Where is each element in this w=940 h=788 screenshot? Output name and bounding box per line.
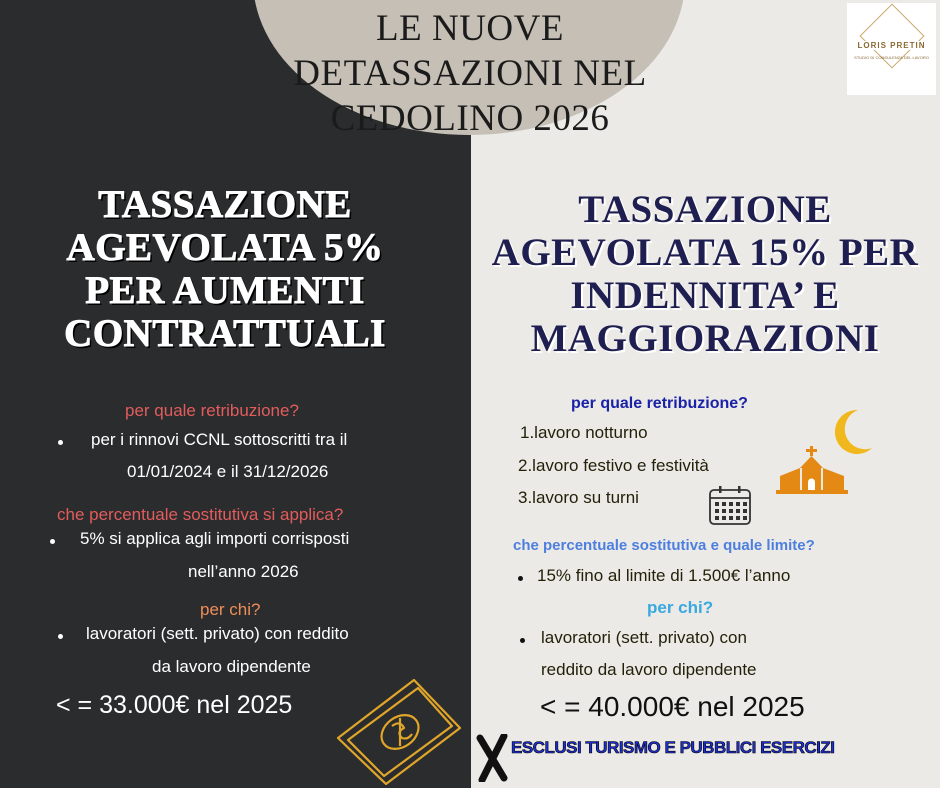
right-item-shift-work: 3.lavoro su turni	[518, 488, 639, 507]
left-question-retribution: per quale retribuzione?	[125, 401, 299, 420]
bullet	[58, 440, 63, 445]
left-question-percentage: che percentuale sostitutiva si applica?	[57, 505, 344, 524]
left-heading: TASSAZIONE AGEVOLATA 5% PER AUMENTI CONTRATTUALI	[64, 183, 386, 355]
left-answer-who-line1: lavoratori (sett. privato) con reddito	[86, 624, 349, 643]
bullet	[50, 539, 55, 544]
right-answer-percentage: 15% fino al limite di 1.500€ l’anno	[537, 566, 791, 585]
left-answer-retribution-line2: 01/01/2024 e il 31/12/2026	[127, 462, 329, 481]
excluded-sectors-note: ESCLUSI TURISMO E PUBBLICI ESERCIZI	[511, 738, 835, 757]
banknotes-icon	[328, 668, 468, 786]
left-income-limit: < = 33.000€ nel 2025	[56, 691, 293, 719]
right-item-holiday-work: 2.lavoro festivo e festività	[518, 456, 709, 475]
right-heading: TASSAZIONE AGEVOLATA 15% PER INDENNITA’ E MAGGIORAZIONI	[491, 188, 919, 360]
right-question-percentage: che percentuale sostitutiva e quale limite?	[513, 537, 815, 554]
bullet	[58, 634, 63, 639]
left-answer-retribution-line1: per i rinnovi CCNL sottoscritti tra il	[91, 430, 348, 449]
bullet	[520, 638, 525, 643]
church-icon	[776, 446, 848, 494]
logo-name: LORIS PRETIN	[847, 41, 936, 50]
right-question-who: per chi?	[647, 598, 714, 617]
logo-subtitle: STUDIO DI CONSULENZA DEL LAVORO	[854, 55, 929, 60]
left-answer-percentage-line2: nell’anno 2026	[188, 562, 299, 581]
x-mark-icon	[474, 734, 510, 782]
bullet	[518, 576, 523, 581]
right-question-retribution: per quale retribuzione?	[571, 395, 748, 412]
right-item-night-work: 1.lavoro notturno	[520, 423, 648, 442]
right-answer-who-line1: lavoratori (sett. privato) con	[541, 628, 747, 647]
left-answer-who-line2: da lavoro dipendente	[152, 657, 311, 676]
right-income-limit: < = 40.000€ nel 2025	[540, 691, 805, 722]
left-question-who: per chi?	[200, 600, 261, 619]
logo	[847, 3, 936, 95]
right-answer-who-line2: reddito da lavoro dipendente	[541, 660, 757, 679]
main-title: LE NUOVE DETASSAZIONI NEL CEDOLINO 2026	[293, 8, 647, 139]
calendar-icon	[708, 484, 752, 526]
left-answer-percentage-line1: 5% si applica agli importi corrisposti	[80, 529, 350, 548]
